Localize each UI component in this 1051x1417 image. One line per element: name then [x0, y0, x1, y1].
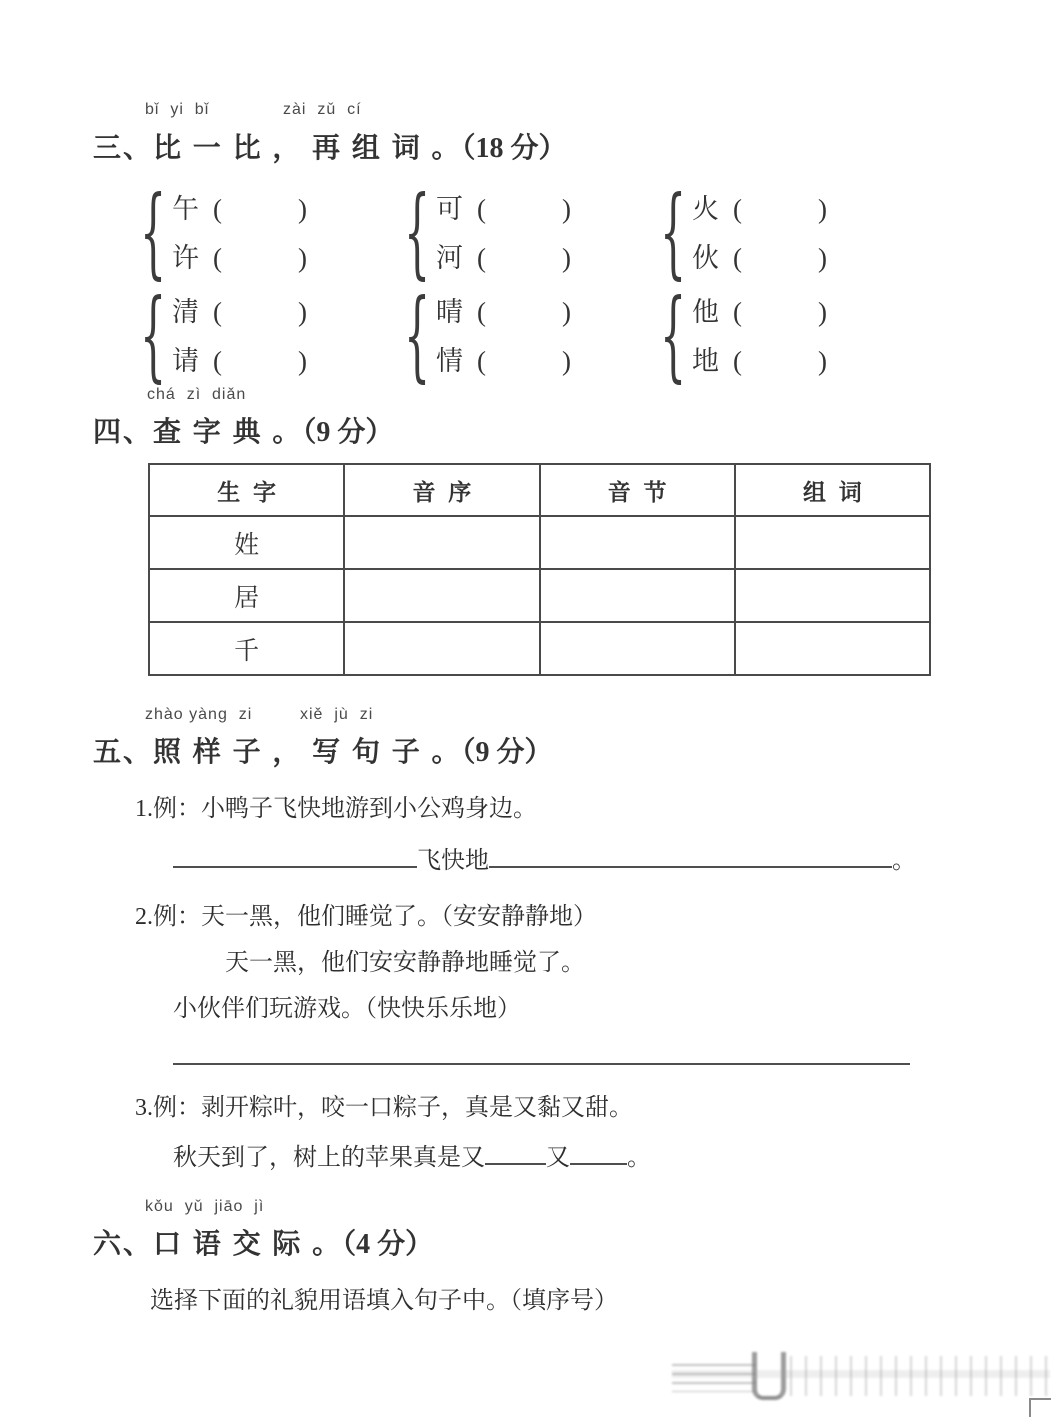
section-3-header [93, 126, 567, 166]
answer-blank [485, 1137, 546, 1165]
character: 午 [172, 194, 199, 224]
table-row [149, 569, 930, 622]
word-pair-group-ke-he [404, 176, 647, 290]
item-3-prompt-mid: 又 [546, 1145, 570, 1171]
item-1-label: 例： [153, 796, 201, 822]
item-3-label: 例： [153, 1095, 201, 1121]
paren-close: ) [298, 297, 307, 327]
item-3-number: 3. [135, 1095, 153, 1121]
word-pair-group-wu-xu [140, 176, 383, 290]
item-2-text: 天一黑，他们睡觉了。（安安静静地） [201, 904, 597, 930]
item-2-label: 例： [153, 904, 201, 930]
item-1-answer-end: 。 [892, 848, 916, 874]
paren-open: ( [477, 346, 486, 376]
paren-open: ( [213, 346, 222, 376]
character: 清 [172, 297, 199, 327]
item-3-prompt-pre: 秋天到了，树上的苹果真是又 [173, 1145, 485, 1171]
paren-open: ( [477, 243, 486, 273]
character-cell: 居 [149, 569, 344, 622]
watermark-band [672, 1370, 1050, 1378]
section-3-score: （18 分） [461, 133, 567, 164]
item-2-prompt: 小伙伴们玩游戏。（快快乐乐地） [173, 996, 521, 1022]
answer-cell [735, 516, 930, 569]
character: 河 [436, 243, 463, 273]
item-1-answer-line [173, 840, 916, 878]
paren-open: ( [733, 297, 742, 327]
item-3-text: 剥开粽叶，咬一口粽子，真是又黏又甜。 [201, 1095, 633, 1121]
paren-close: ) [562, 243, 571, 273]
answer-line [173, 1063, 910, 1065]
left-brace-icon: { [404, 176, 431, 290]
left-brace-icon: { [404, 279, 431, 393]
table-row [149, 516, 930, 569]
character: 伙 [692, 243, 719, 273]
section-5-header [93, 730, 553, 770]
paren-close: ) [818, 346, 827, 376]
answer-cell [344, 569, 539, 622]
paren-open: ( [213, 297, 222, 327]
paren-close: ) [562, 297, 571, 327]
section-5-pinyin-1: zhào yàng zi [145, 706, 253, 723]
item-1-number: 1. [135, 796, 153, 822]
answer-cell [540, 569, 735, 622]
character: 可 [436, 194, 463, 224]
paren-close: ) [818, 297, 827, 327]
paren-close: ) [298, 243, 307, 273]
item-1-text: 小鸭子飞快地游到小公鸡身边。 [201, 796, 537, 822]
paren-open: ( [477, 194, 486, 224]
character-cell: 千 [149, 622, 344, 675]
answer-cell [344, 622, 539, 675]
item-1-answer-mid: 飞快地 [417, 848, 489, 874]
character: 情 [436, 346, 463, 376]
character: 请 [172, 346, 199, 376]
watermark-smudge [672, 1352, 1050, 1400]
section-3-pinyin-1: bǐ yi bǐ [145, 101, 210, 118]
section-5-title: 照 样 子 ， 写 句 子 。 [153, 736, 462, 767]
section-6-title: 口 语 交 际 。 [153, 1228, 343, 1259]
section-6-number: 六、 [93, 1228, 154, 1259]
character: 晴 [436, 297, 463, 327]
section-4-title: 查 字 典 。 [153, 416, 303, 447]
paren-open: ( [477, 297, 486, 327]
paren-open: ( [733, 194, 742, 224]
paren-close: ) [298, 346, 307, 376]
section-5-number: 五、 [93, 736, 154, 767]
left-brace-icon: { [660, 176, 687, 290]
character: 地 [692, 346, 719, 376]
answer-cell [735, 569, 930, 622]
left-brace-icon: { [660, 279, 687, 393]
word-pair-group-ta-di [660, 279, 903, 393]
character: 许 [172, 243, 199, 273]
answer-cell [540, 622, 735, 675]
item-1-example-sentence [135, 792, 537, 826]
answer-blank [173, 840, 417, 868]
word-pair-group-qing-qing [140, 279, 383, 393]
answer-cell [540, 516, 735, 569]
item-3-example-sentence [135, 1091, 633, 1125]
section-6-header [93, 1222, 433, 1262]
section-5-score: （9 分） [461, 737, 553, 768]
section-6-score: （4 分） [342, 1229, 434, 1260]
paren-open: ( [213, 243, 222, 273]
section-3-number: 三、 [93, 132, 154, 163]
item-2-example-answer: 天一黑，他们安安静静地睡觉了。 [225, 950, 585, 976]
character: 他 [692, 297, 719, 327]
paren-close: ) [818, 243, 827, 273]
paren-open: ( [213, 194, 222, 224]
answer-blank [489, 840, 892, 868]
dictionary-lookup-table [148, 463, 931, 676]
paren-open: ( [733, 346, 742, 376]
paren-open: ( [733, 243, 742, 273]
watermark-horizontal-strokes [672, 1364, 756, 1392]
column-header-word: 组 词 [735, 464, 930, 516]
answer-cell [735, 622, 930, 675]
section-3-title: 比 一 比 ， 再 组 词 。 [153, 132, 462, 163]
character: 火 [692, 194, 719, 224]
table-row [149, 622, 930, 675]
word-pair-group-huo-huo [660, 176, 903, 290]
column-header-syllable: 音 节 [540, 464, 735, 516]
item-3-prompt-end: 。 [627, 1145, 651, 1171]
paren-close: ) [298, 194, 307, 224]
column-header-initial-letter: 音 序 [344, 464, 539, 516]
item-3-prompt-line [173, 1137, 651, 1175]
section-6-pinyin: kǒu yǔ jiāo jì [145, 1198, 265, 1215]
section-4-number: 四、 [93, 416, 154, 447]
section-5-pinyin-2: xiě jù zi [300, 706, 374, 723]
section-4-pinyin: chá zì diǎn [147, 386, 247, 403]
word-pair-group-qing2-qing2 [404, 279, 647, 393]
item-2-example-sentence [135, 900, 597, 934]
table-header-row [149, 464, 930, 516]
page-corner-mark [1029, 1398, 1051, 1417]
paren-close: ) [562, 346, 571, 376]
left-brace-icon: { [140, 279, 167, 393]
column-header-new-character: 生 字 [149, 464, 344, 516]
section-6-instruction: 选择下面的礼貌用语填入句子中。（填序号） [150, 1288, 618, 1314]
paren-close: ) [562, 194, 571, 224]
character-cell: 姓 [149, 516, 344, 569]
left-brace-icon: { [140, 176, 167, 290]
item-2-number: 2. [135, 904, 153, 930]
section-4-header [93, 410, 393, 450]
answer-blank [570, 1137, 627, 1165]
section-3-pinyin-2: zài zǔ cí [283, 101, 362, 118]
answer-cell [344, 516, 539, 569]
section-4-score: （9 分） [302, 417, 394, 448]
paren-close: ) [818, 194, 827, 224]
